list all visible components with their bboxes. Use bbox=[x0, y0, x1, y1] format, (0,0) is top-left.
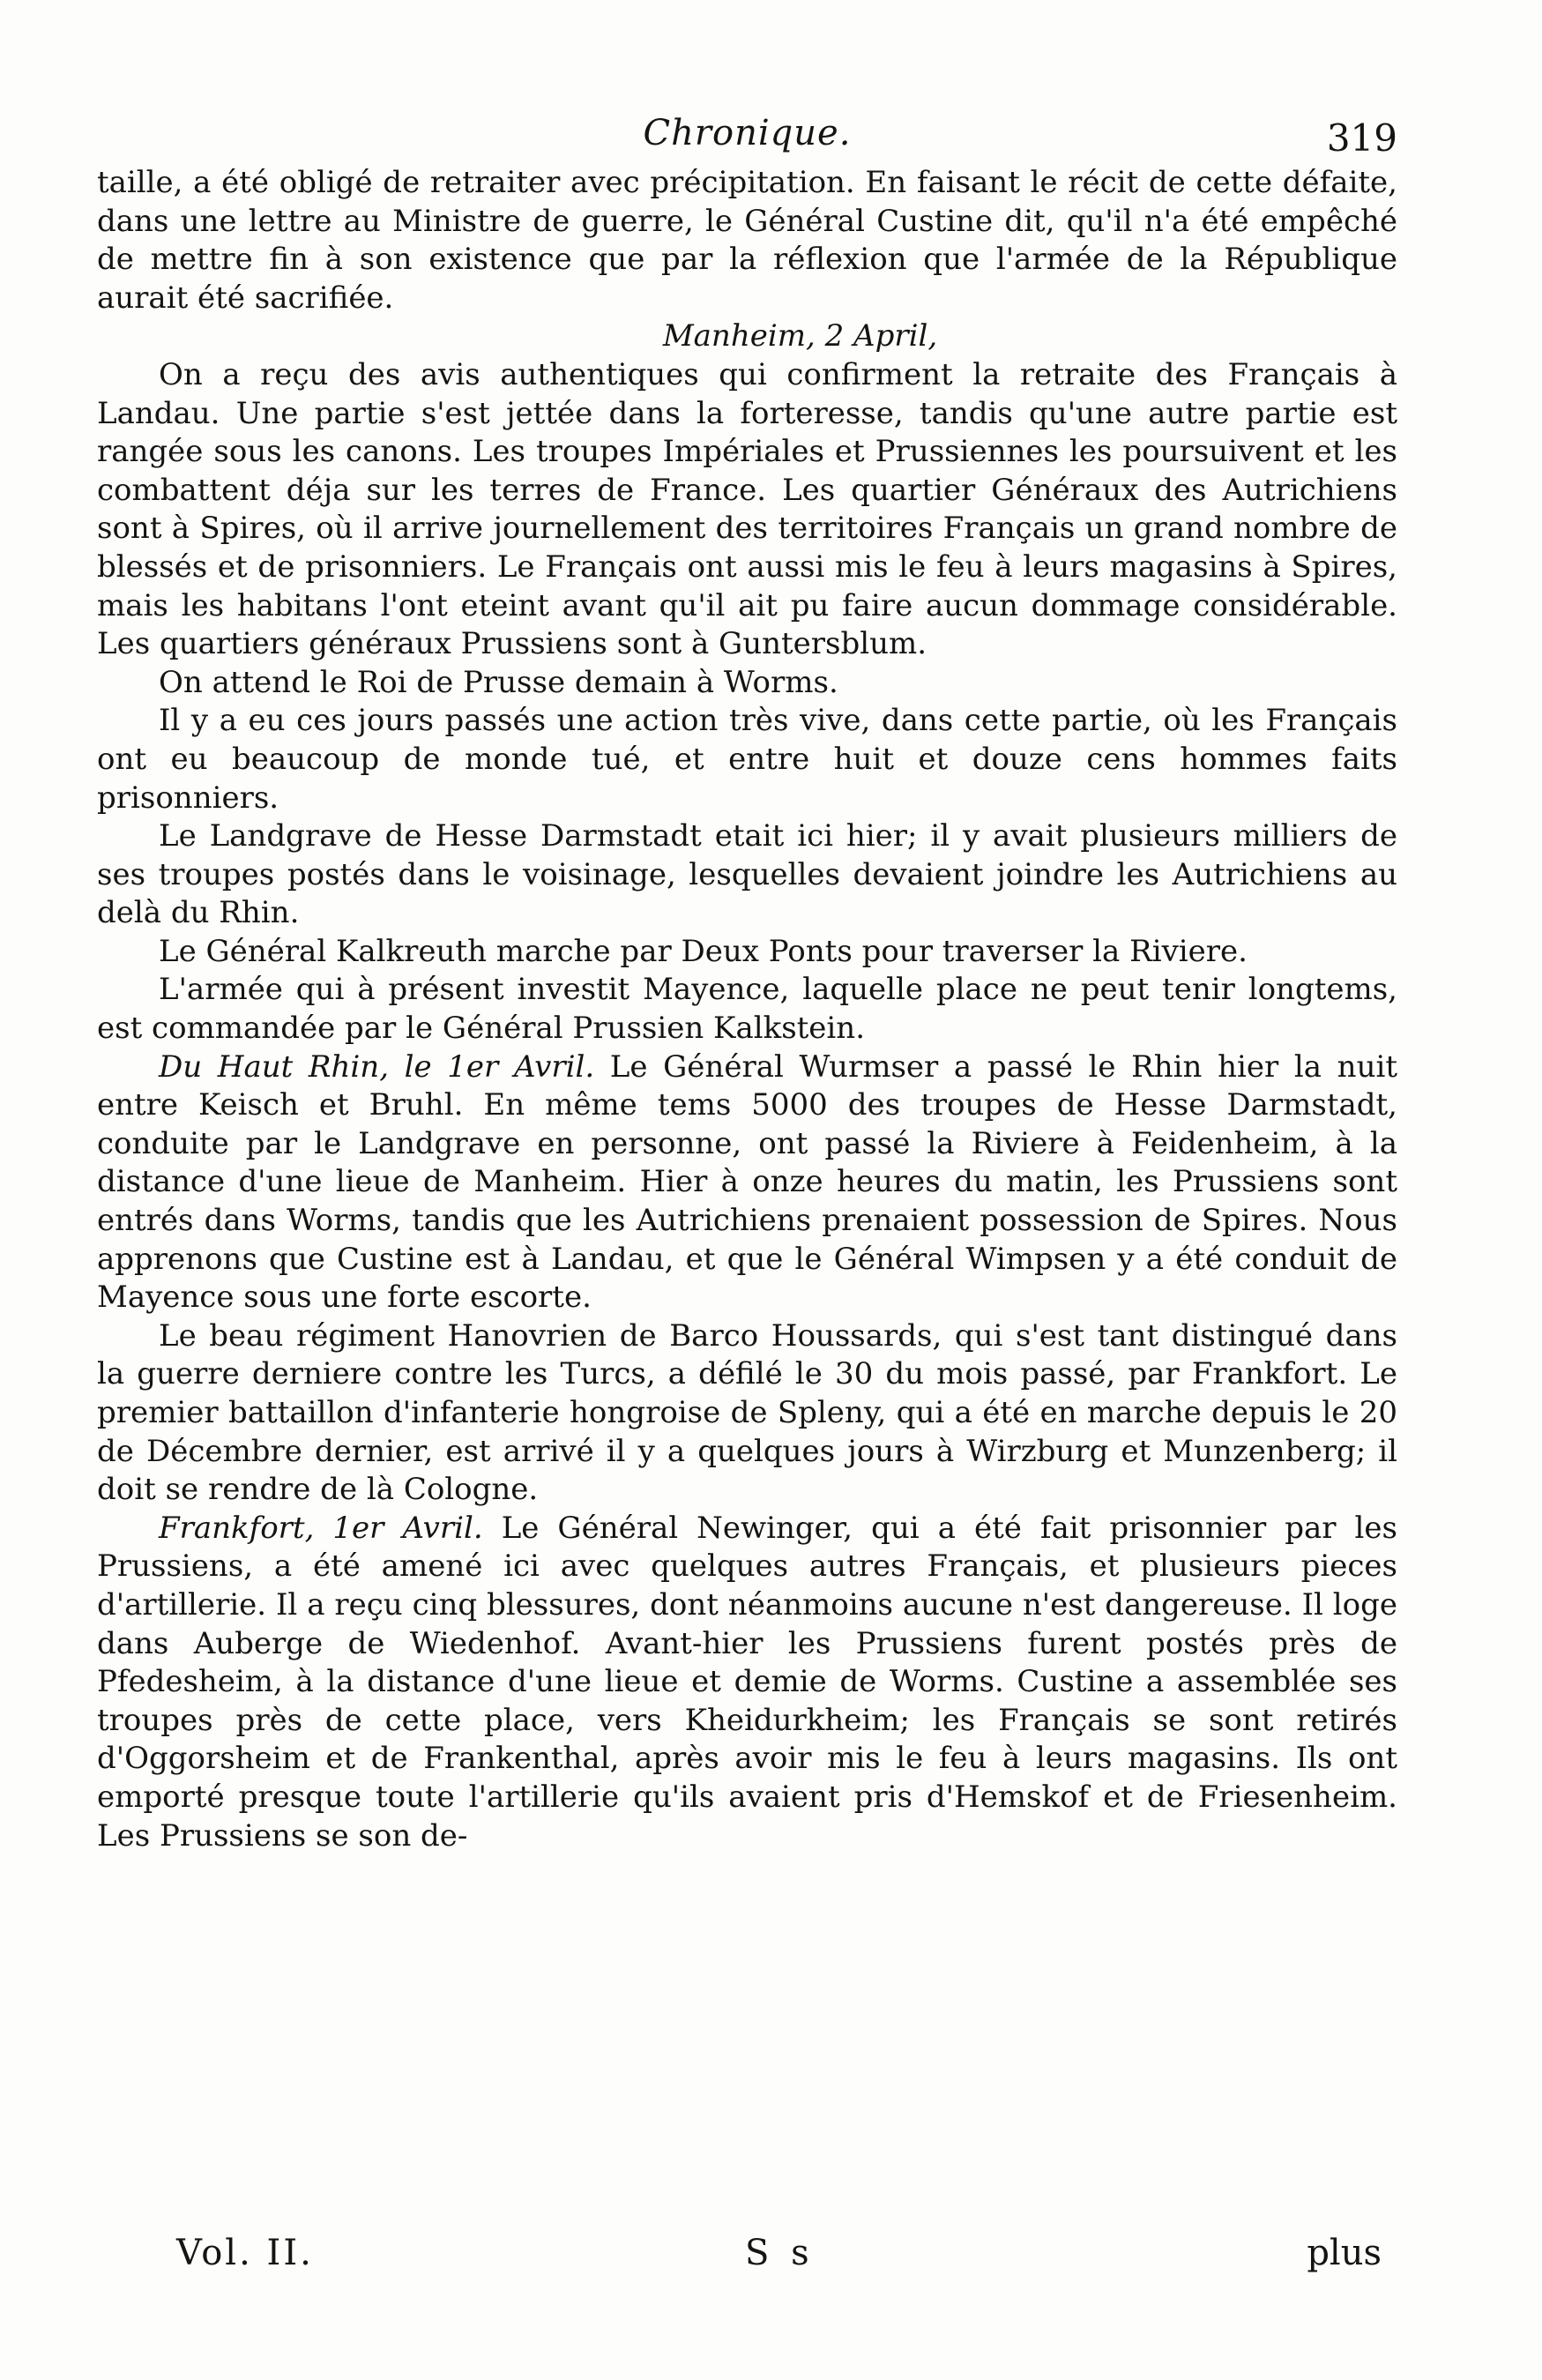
page-footer bbox=[97, 2233, 1397, 2286]
paragraph bbox=[97, 702, 1397, 817]
paragraph-text: Le Général Wurmser a passé le Rhin hier la nuit entre Keisch et Bruhl. En même tems 5000 des troupes de Hesse Darmstadt, conduite par le Landgrave en personne, ont passé la Riviere à Feidenheim, à la distance d'une lieue de Manheim. Hier à onze heures du matin, les Prussiens sont entrés dans Worms, tandis que les Autrichiens prenaient possession de Spires. Nous apprenons que Custine est à Landau, et que le Général Wimpsen y a été conduit de Mayence sous une forte escorte. bbox=[97, 1048, 1397, 1316]
page-number: 319 bbox=[1326, 116, 1397, 160]
paragraph bbox=[97, 933, 1397, 972]
dateline bbox=[97, 317, 1397, 356]
paragraph-text: On attend le Roi de Prusse demain à Worms. bbox=[159, 664, 838, 700]
paragraph-text: On a reçu des avis authentiques qui confirment la retraite des Français à Landau. Une partie s'est jettée dans la forteresse, tandis qu'une autre partie est rangée sous les canons. Les troupes Impériales et Prussiennes les poursuivent et les combattent déja sur les terres de France. Les quartier Généraux des Autrichiens sont à Spires, où il arrive journellement des territoires Français un grand nombre de blessés et de prisonniers. Le Français ont aussi mis le feu à leurs magasins à Spires, mais les habitans l'ont eteint avant qu'il ait pu faire aucun dommage considérable. Les quartiers généraux Prussiens sont à Guntersblum. bbox=[97, 356, 1397, 662]
paragraph-text: taille, a été obligé de retraiter avec précipitation. En faisant le récit de cette défaite, dans une lettre au Ministre de guerre, le Général Custine dit, qu'il n'a été empêché de mettre fin à son existence que par la réflexion que l'armée de la République aurait été sacrifiée. bbox=[97, 165, 1397, 316]
paragraph-text: Il y a eu ces jours passés une action très vive, dans cette partie, où les Français ont eu beaucoup de monde tué, et entre huit et douze cens hommes faits prisonniers. bbox=[97, 703, 1397, 816]
page-header bbox=[97, 113, 1397, 166]
paragraph-text: Le Général Kalkreuth marche par Deux Ponts pour traverser la Riviere. bbox=[159, 933, 1248, 969]
paragraph-text: L'armée qui à présent investit Mayence, laquelle place ne peut tenir longtems, est commandée par le Général Prussien Kalkstein. bbox=[97, 972, 1397, 1047]
paragraph-text: Le Landgrave de Hesse Darmstadt etait ici hier; il y avait plusieurs milliers de ses troupes postés dans le voisinage, lesquelles devaient joindre les Autrichiens au delà du Rhin. bbox=[97, 818, 1397, 931]
paragraph bbox=[97, 1048, 1397, 1317]
paragraph bbox=[97, 817, 1397, 933]
paragraph-place-date: Frankfort, 1er Avril. bbox=[159, 1510, 483, 1546]
paragraph bbox=[97, 356, 1397, 664]
paragraph bbox=[97, 664, 1397, 703]
dateline-text: Manheim, 2 April, bbox=[662, 318, 938, 354]
paragraph bbox=[97, 1317, 1397, 1510]
signature-mark: S s bbox=[745, 2233, 815, 2273]
paragraph bbox=[97, 971, 1397, 1048]
volume-label: Vol. II. bbox=[176, 2233, 314, 2273]
running-title: Chronique. bbox=[643, 113, 852, 153]
paragraph bbox=[97, 164, 1397, 317]
paragraph-place-date: Du Haut Rhin, le 1er Avril. bbox=[159, 1048, 595, 1085]
catchword: plus bbox=[1307, 2233, 1382, 2273]
paragraph bbox=[97, 1510, 1397, 1855]
paragraph-text: Le Général Newinger, qui a été fait prisonnier par les Prussiens, a été amené ici avec quelques autres Français, et plusieurs pieces d'artillerie. Il a reçu cinq blessures, dont néanmoins aucune n'est dangereuse. Il loge dans Auberge de Wiedenhof. Avant-hier les Prussiens furent postés près de Pfedesheim, à la distance d'une lieue et demie de Worms. Custine a assemblée ses troupes près de cette place, vers Kheidurkheim; les Français se sont retirés d'Oggorsheim et de Frankenthal, après avoir mis le feu à leurs magasins. Ils ont emporté presque toute l'artillerie qu'ils avaient pris d'Hemskof et de Friesenheim. Les Prussiens se son de- bbox=[97, 1510, 1397, 1854]
body-text bbox=[97, 164, 1397, 1855]
paragraph-text: Le beau régiment Hanovrien de Barco Houssards, qui s'est tant distingué dans la guerre derniere contre les Turcs, a défilé le 30 du mois passé, par Frankfort. Le premier battaillon d'infanterie hongroise de Spleny, qui a été en marche depuis le 20 de Décembre dernier, est arrivé il y a quelques jours à Wirzburg et Munzenberg; il doit se rendre de là Cologne. bbox=[97, 1317, 1397, 1508]
